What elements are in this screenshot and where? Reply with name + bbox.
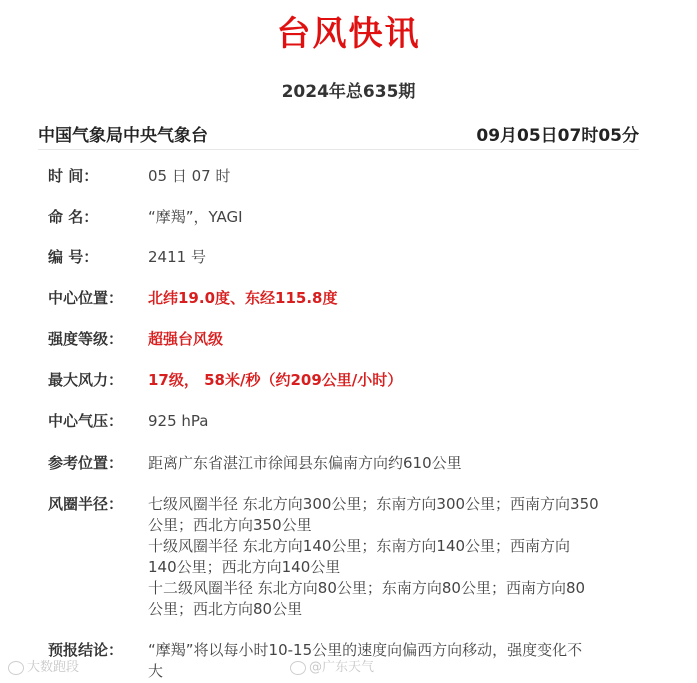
forecast-line: “摩羯”将以每小时10-15公里的速度向偏西方向移动，强度变化不 bbox=[148, 641, 583, 659]
watermark-left bbox=[8, 656, 79, 675]
issue-number: 2024年总635期 bbox=[281, 82, 416, 102]
row-value: 05 日 07 时 bbox=[148, 167, 231, 185]
issuing-organization: 中国气象局中央气象台 bbox=[38, 126, 208, 146]
row-value bbox=[148, 640, 633, 682]
wind-radius-line: 公里；西北方向80公里 bbox=[148, 600, 303, 618]
row-label: 最大风力： bbox=[48, 371, 124, 389]
row-label: 编 号： bbox=[48, 248, 99, 266]
wind-radius-line: 公里；西北方向350公里 bbox=[148, 516, 312, 534]
row-value: “摩羯”，YAGI bbox=[148, 208, 243, 226]
wind-radius-line: 七级风圈半径 东北方向300公里；东南方向300公里；西南方向350 bbox=[148, 495, 599, 513]
wind-radius-line: 十级风圈半径 东北方向140公里；东南方向140公里；西南方向 bbox=[148, 537, 571, 555]
watermark-right bbox=[290, 656, 374, 675]
row-wind-radius bbox=[48, 494, 638, 624]
watermark-right-text: @广东天气 bbox=[309, 660, 375, 675]
row-value: 925 hPa bbox=[148, 412, 209, 430]
row-value: 17级， 58米/秒（约209公里/小时） bbox=[148, 371, 403, 389]
row-label: 中心气压： bbox=[48, 412, 124, 430]
row-label: 中心位置： bbox=[48, 289, 124, 307]
row-value: 超强台风级 bbox=[148, 330, 224, 348]
row-label: 预报结论： bbox=[48, 641, 124, 659]
row-value: 北纬19.0度、东经115.8度 bbox=[148, 289, 338, 307]
row-label: 命 名： bbox=[48, 208, 99, 226]
forecast-line: 大 bbox=[148, 662, 164, 680]
row-value: 2411 号 bbox=[148, 248, 206, 266]
issue-time: 09月05日07时05分 bbox=[476, 126, 639, 146]
wind-radius-line: 140公里；西北方向140公里 bbox=[148, 558, 341, 576]
row-label: 风圈半径： bbox=[48, 495, 124, 513]
page-title: 台风快讯 bbox=[276, 14, 421, 54]
weibo-icon bbox=[290, 661, 306, 675]
row-label: 强度等级： bbox=[48, 330, 124, 348]
row-value bbox=[148, 494, 633, 620]
row-label: 参考位置： bbox=[48, 454, 124, 472]
weibo-icon bbox=[8, 661, 24, 675]
wind-radius-line: 十二级风圈半径 东北方向80公里；东南方向80公里；西南方向80 bbox=[148, 579, 586, 597]
watermark-left-text: 大数跑段 bbox=[27, 660, 80, 675]
header-row bbox=[38, 121, 639, 150]
row-label: 时 间： bbox=[48, 167, 99, 185]
row-value: 距离广东省湛江市徐闻县东偏南方向约610公里 bbox=[148, 454, 462, 472]
